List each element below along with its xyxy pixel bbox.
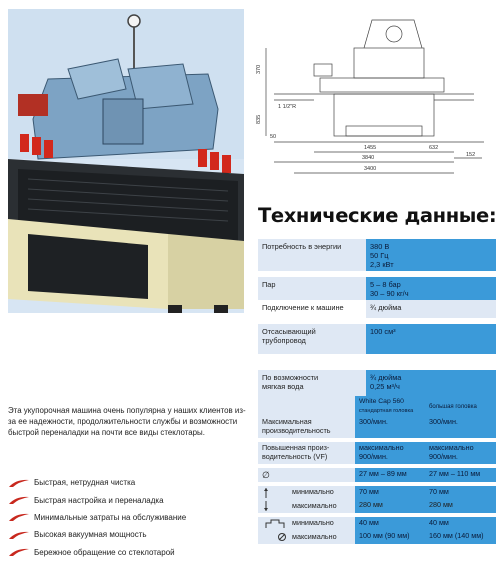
spec-table [258,239,496,398]
dim-632: 632 [429,145,439,151]
spec-value: ¾ дюйма 0,25 м³/ч [366,370,496,398]
dim-3400: 3400 [364,166,377,172]
swoosh-icon [8,478,30,488]
spec-label: Пар [258,277,366,300]
list-item: Минимальные затраты на обслуживание [8,509,248,526]
dim-thread: 1 1/2"R [278,104,297,110]
spec-value: ¾ дюйма [366,300,496,318]
comparison-row-vf-output: Повышенная произ- водительность (VF) максимально 900/мин. максимально 900/мин. [258,442,496,464]
spec-row-water [258,370,496,398]
swoosh-icon [8,530,30,540]
dim-1455: 1455 [364,145,377,151]
comparison-row-cap-min: минимально 40 мм 40 мм [258,517,496,530]
technical-drawing [254,8,494,180]
swoosh-icon [8,495,30,505]
spec-value: 5 – 8 бар 30 – 90 кг/ч [366,277,496,300]
bottle-height-icon [262,488,290,498]
swoosh-icon [8,547,30,557]
column-standard-head: White Cap 560 стандартная головка [355,396,425,416]
bottle-height-icon [262,501,290,511]
spec-label: Подключение к машине [258,300,366,318]
spec-label: Потребность в энергии [258,239,366,271]
comparison-row-max-output: Максимальная производительность 300/мин. 300/мин. [258,416,496,438]
feature-list [8,474,248,561]
comparison-row-height-min: минимально 70 мм 70 мм [258,486,496,499]
dim-50: 50 [270,134,277,140]
swoosh-icon [8,512,30,522]
list-item: Быстрая, нетрудная чистка [8,474,248,491]
dim-835: 835 [256,114,262,124]
comparison-table [258,396,496,544]
description-text: Эта укупорочная машина очень популярна у наших клиентов из-за ее надежности, продолжительности службы и возможности быстрой переналадки на почти все виды стеклотары. [8,406,246,437]
dim-370: 370 [256,64,262,74]
list-item: Высокая вакуумная мощность [8,526,248,543]
spec-value: 100 см³ [366,324,496,354]
spec-row-suction [258,324,496,354]
comparison-row-cap-max: максимально 100 мм (90 мм) 160 мм (140 мм) [258,530,496,544]
comparison-header [258,396,496,416]
spec-row-connection [258,300,496,318]
page-title: Технические данные: [258,204,497,227]
list-item: Бережное обращение со стеклотарой [8,544,248,561]
dim-3840: 3840 [362,155,375,161]
comparison-row-diameter: ∅ 27 мм – 89 мм 27 мм – 110 мм [258,468,496,482]
spec-label: По возможности мягкая вода [258,370,366,398]
spec-row-power [258,239,496,271]
column-large-head: большая головка [425,396,496,416]
dim-152: 152 [466,152,476,158]
spec-value: 380 В 50 Гц 2,3 кВт [366,239,496,271]
spec-row-steam [258,277,496,300]
spec-label: Отсасывающий трубопровод [258,324,366,354]
comparison-row-height-max: максимально 280 мм 280 мм [258,499,496,513]
machine-photo [8,9,244,313]
cap-shape-icon [262,519,290,529]
diameter-icon [262,532,290,542]
list-item: Быстрая настройка и переналадка [8,491,248,508]
